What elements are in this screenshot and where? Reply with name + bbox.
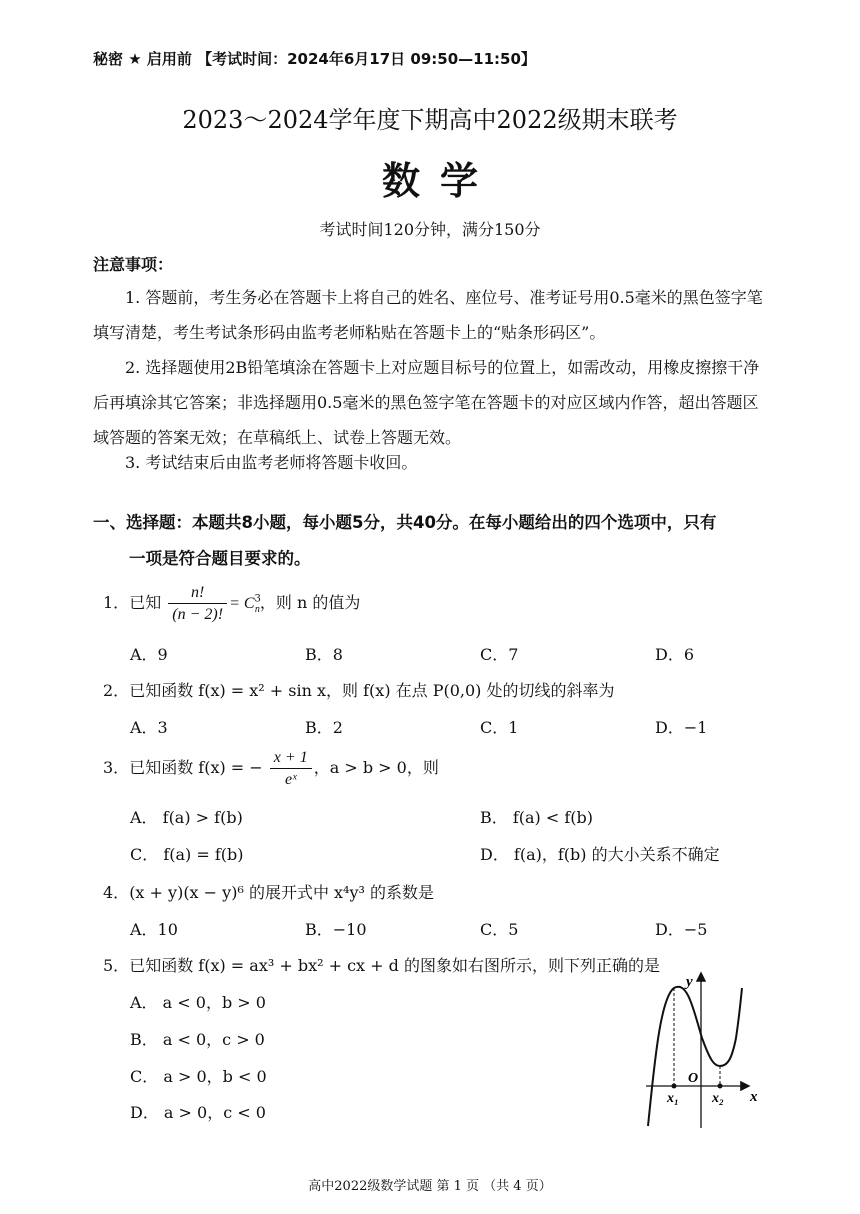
- x1-point: [672, 1084, 677, 1089]
- q3-option-a[interactable]: A． f(a) > f(b): [130, 808, 243, 827]
- notice-item-2: 2. 选择题使用2B铅笔填涂在答题卡上对应题目标号的位置上，如需改动，用橡皮擦擦干净后再填涂其它答案；非选择题用0.5毫米的黑色签字笔在答题卡的对应区域内作答，超出答题区域答题的答案无效；在草稿纸上、试卷上答题无效。: [93, 358, 760, 447]
- question-text: 已知: [129, 593, 162, 612]
- q1-option-c[interactable]: C．7: [480, 645, 519, 664]
- q1-option-a[interactable]: A．9: [130, 645, 168, 664]
- q5-option-d[interactable]: D． a > 0，c < 0: [130, 1103, 266, 1122]
- q3-option-d[interactable]: D． f(a)，f(b) 的大小关系不确定: [480, 845, 720, 864]
- question-number: 1．: [103, 593, 130, 612]
- subject-title: 数学: [381, 158, 498, 203]
- fraction-numerator: x + 1: [273, 749, 308, 766]
- x-axis-label: x: [750, 1089, 758, 1105]
- question-5: [103, 953, 660, 976]
- q5-option-b[interactable]: B． a < 0，c > 0: [130, 1030, 265, 1049]
- question-number: 5．: [103, 956, 130, 975]
- q2-option-b[interactable]: B．2: [305, 718, 343, 737]
- fraction-denominator: (n − 2)!: [172, 606, 224, 623]
- question-2: [103, 678, 615, 701]
- section-heading-line2: 一项是符合题目要求的。: [129, 549, 311, 568]
- fraction: [270, 747, 312, 790]
- fraction-denominator: eˣ: [284, 771, 297, 788]
- confidential-header: 秘密 ★ 启用前 【考试时间：2024年6月17日 09:50—11:50】: [93, 50, 536, 68]
- subscript: n: [254, 604, 260, 616]
- question-4: [103, 880, 434, 903]
- q3-option-c[interactable]: C． f(a) = f(b): [130, 845, 244, 864]
- q4-option-c[interactable]: C．5: [480, 920, 519, 939]
- question-text: ，则 n 的值为: [259, 593, 361, 612]
- question-number: 2．: [103, 681, 130, 700]
- q2-option-a[interactable]: A．3: [130, 718, 168, 737]
- q4-option-d[interactable]: D．−5: [655, 920, 708, 939]
- fraction: [168, 582, 227, 625]
- x2-label: x₂: [712, 1091, 724, 1106]
- function-curve: [648, 987, 742, 1126]
- question-number: 3．: [103, 758, 130, 777]
- page-footer: 高中2022级数学试题 第 1 页 （共 4 页）: [308, 1179, 552, 1194]
- question-3: [103, 747, 439, 790]
- question-text: 已知函数 f(x) = −: [129, 758, 263, 777]
- q2-option-c[interactable]: C．1: [480, 718, 519, 737]
- q1-option-d[interactable]: D．6: [655, 645, 695, 664]
- section-heading-line1: 一、选择题：本题共8小题，每小题5分，共40分。在每小题给出的四个选项中，只有: [93, 513, 717, 532]
- question-text: (x + y)(x − y)⁶ 的展开式中 x⁴y³ 的系数是: [129, 883, 435, 902]
- question-text: ，a > b > 0，则: [313, 758, 439, 777]
- question-number: 4．: [103, 883, 130, 902]
- exam-info: 考试时间120分钟，满分150分: [319, 220, 541, 239]
- exam-title: 2023～2024学年度下期高中2022级期末联考: [182, 106, 678, 134]
- fraction-numerator: n!: [191, 584, 205, 601]
- x2-point: [718, 1084, 723, 1089]
- superscript: 3: [254, 593, 261, 605]
- q4-option-a[interactable]: A．10: [130, 920, 178, 939]
- q2-option-d[interactable]: D．−1: [655, 718, 708, 737]
- question-1: [103, 582, 360, 625]
- q1-option-b[interactable]: B．8: [305, 645, 343, 664]
- q5-option-c[interactable]: C． a > 0，b < 0: [130, 1067, 267, 1086]
- notice-item-3: 3. 考试结束后由监考老师将答题卡收回。: [125, 453, 418, 472]
- y-axis-label: y: [686, 974, 693, 990]
- cubic-function-graph: [640, 968, 770, 1130]
- x1-label: x₁: [667, 1091, 679, 1106]
- notice-heading: 注意事项：: [93, 255, 174, 274]
- question-text: 已知函数 f(x) = ax³ + bx² + cx + d 的图象如右图所示，则下列正确的是: [129, 956, 660, 975]
- question-text: 已知函数 f(x) = x² + sin x，则 f(x) 在点 P(0,0) 处的切线的斜率为: [129, 681, 615, 700]
- q3-option-b[interactable]: B． f(a) < f(b): [480, 808, 594, 827]
- notice-item-1: 1. 答题前，考生务必在答题卡上将自己的姓名、座位号、准考证号用0.5毫米的黑色签字笔填写清楚，考生考试条形码由监考老师粘贴在答题卡上的“贴条形码区”。: [93, 288, 763, 342]
- math-expr: = C: [229, 595, 255, 612]
- q4-option-b[interactable]: B．−10: [305, 920, 367, 939]
- section-heading: [93, 505, 783, 577]
- origin-label: O: [688, 1071, 699, 1086]
- q5-option-a[interactable]: A． a < 0，b > 0: [130, 993, 266, 1012]
